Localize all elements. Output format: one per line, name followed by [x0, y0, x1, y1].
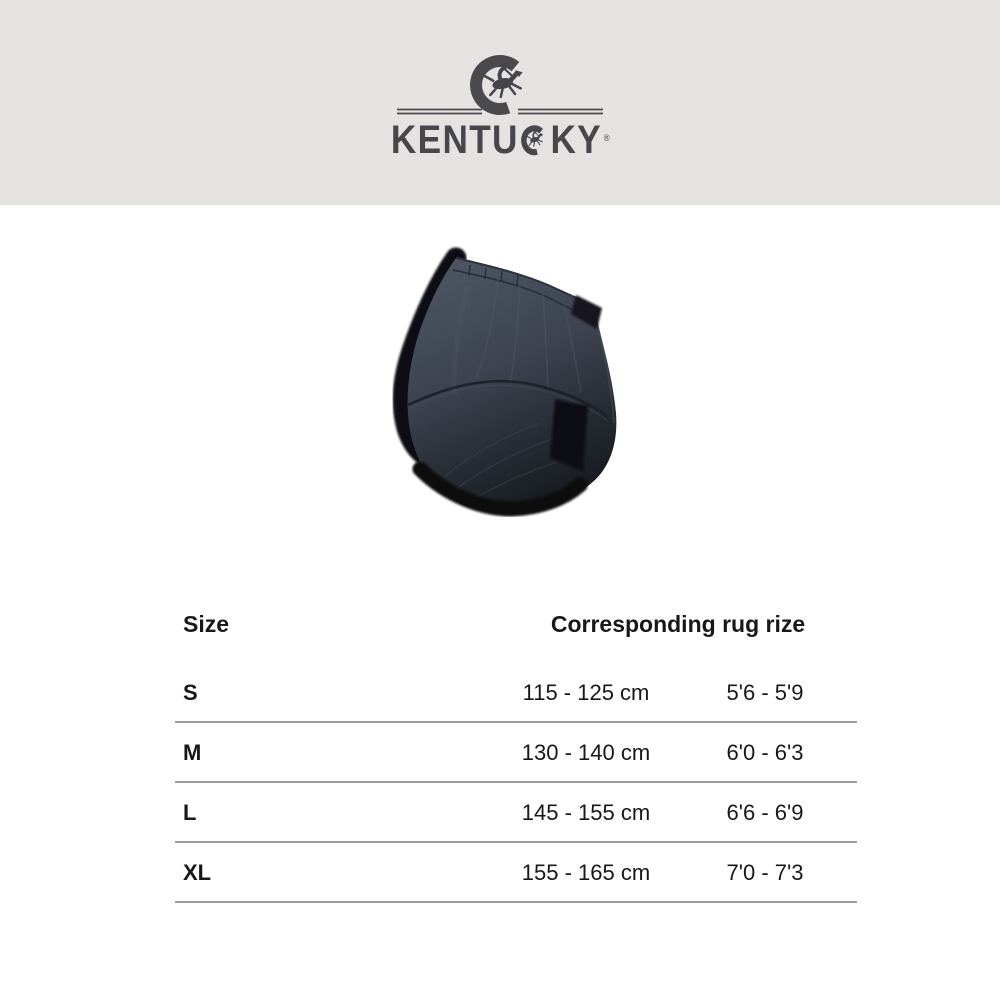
brand-banner: [0, 0, 1000, 205]
size-cell: L: [183, 800, 197, 825]
table-row: [175, 783, 857, 843]
table-header-row: [175, 610, 857, 638]
column-header-size: Size: [183, 611, 230, 637]
size-cell: XL: [183, 860, 212, 885]
ft-range-cell: 7'0 - 7'3: [726, 860, 804, 885]
cm-range-cell: 155 - 165 cm: [521, 860, 651, 885]
ft-range-cell: 6'0 - 6'3: [726, 740, 804, 765]
registered-trademark: ®: [603, 133, 610, 143]
cm-range-cell: 130 - 140 cm: [521, 740, 651, 765]
table-row: [175, 723, 857, 783]
table-row: [175, 843, 857, 903]
product-photo-horse-bib: [350, 243, 650, 533]
table-row: [175, 663, 857, 723]
cm-range-cell: 115 - 125 cm: [522, 680, 650, 705]
kentucky-c-horse-emblem-icon: [395, 52, 605, 120]
ft-range-cell: 5'6 - 5'9: [726, 680, 804, 705]
size-chart-table: [175, 610, 857, 903]
cm-range-cell: 145 - 155 cm: [521, 800, 651, 825]
ft-range-cell: 6'6 - 6'9: [726, 800, 804, 825]
horse-bib-illustration: [350, 243, 650, 533]
wordmark-right: KY: [550, 118, 602, 162]
velcro-strap-side: [550, 399, 588, 471]
kentucky-logo: [376, 52, 625, 162]
column-header-rug-size: Corresponding rug rize: [550, 611, 806, 637]
wordmark-left: KENTU: [390, 118, 519, 162]
size-cell: S: [183, 680, 198, 705]
brand-wordmark: [390, 118, 610, 162]
size-cell: M: [183, 740, 202, 765]
wordmark-c-horse-icon: [519, 122, 549, 158]
